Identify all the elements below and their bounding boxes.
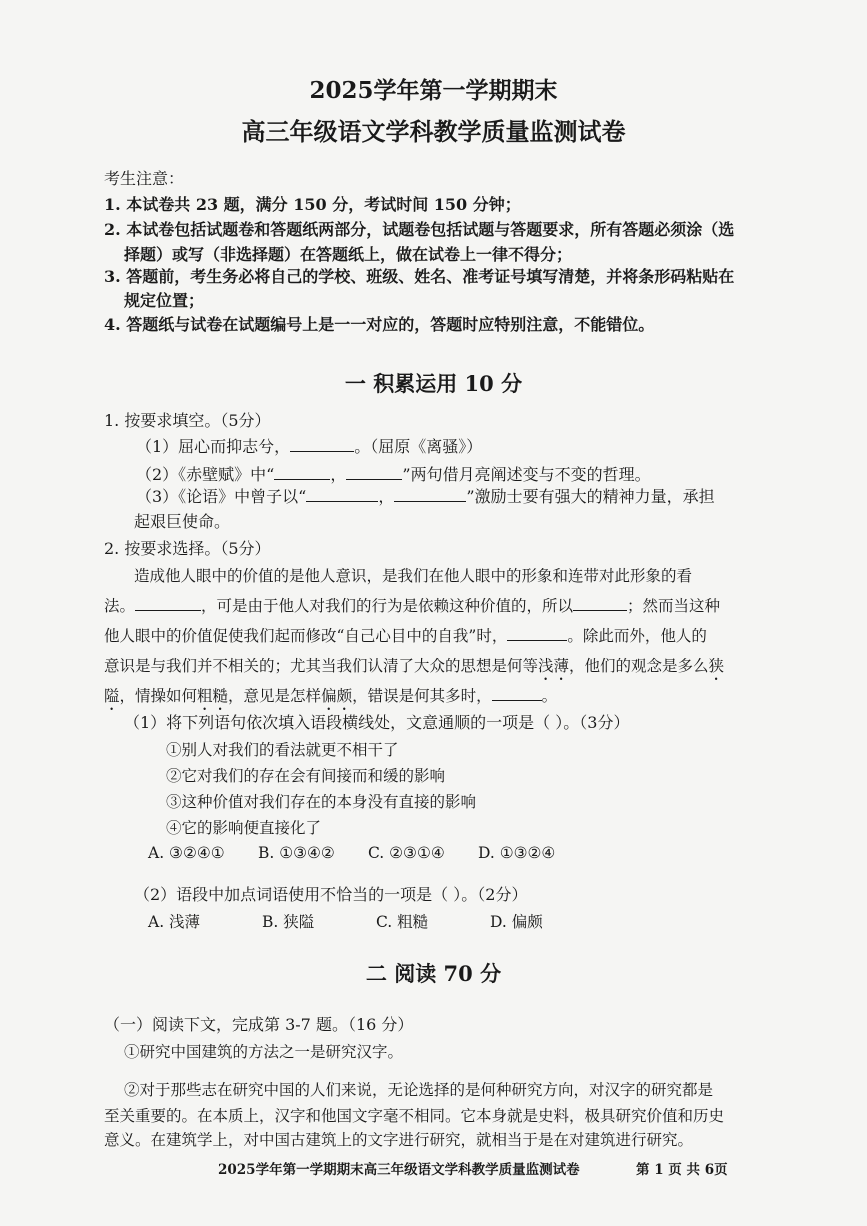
q2-sentence-4: ④它的影响便直接化了 (166, 819, 322, 837)
q2-sub2-option-a[interactable]: A. 浅薄 (148, 913, 201, 931)
q1-sub3-comma: ， (378, 487, 395, 506)
q2-sub1-option-d[interactable]: D. ①③②④ (478, 844, 556, 862)
notice-heading: 考生注意： (104, 169, 185, 188)
q1-sub3 (136, 484, 715, 507)
reading-para1: ①研究中国建筑的方法之一是研究汉字。 (124, 1043, 404, 1061)
q1-stem: 1. 按要求填空。（5分） (104, 411, 271, 430)
answer-blank[interactable] (346, 465, 402, 480)
q1-sub1 (136, 434, 482, 457)
q1-sub2-comma: ， (330, 465, 347, 484)
q1-sub3-tail: ”激励士要有强大的精神力量，承担 (466, 487, 715, 506)
q2-sub1-option-c[interactable]: C. ②③①④ (368, 844, 445, 862)
q2-sub1-option-b[interactable]: B. ①③④② (258, 844, 335, 862)
q1-sub2-tail: ”两句借月亮阐述变与不变的哲理。 (402, 465, 651, 484)
section2-part1-heading: （一）阅读下文，完成第 3-7 题。（16 分） (104, 1015, 414, 1034)
q1-sub1-source: 。（屈原《离骚》） (354, 437, 483, 456)
dotted-word: 粗糙 (197, 687, 229, 705)
reading-para2-line2: 至关重要的。在本质上，汉字和他国文字毫不相同。它本身就是史料，极具研究价值和历史 (104, 1107, 725, 1125)
passage-text: ，意见是怎样 (228, 687, 322, 705)
q1-sub2-text: （2）《赤壁赋》中“ (136, 465, 275, 484)
passage-text: ，情操如何 (119, 687, 198, 705)
answer-blank[interactable] (135, 596, 201, 611)
q1-sub3-cont: 起艰巨使命。 (134, 512, 231, 531)
q1-sub1-text: （1）屈心而抑志兮， (136, 437, 291, 456)
notice-item-4: 4. 答题纸与试卷在试题编号上是一一对应的，答题时应特别注意，不能错位。 (104, 315, 655, 334)
notice-item-1: 1. 本试卷共 23 题，满分 150 分，考试时间 150 分钟； (104, 195, 521, 214)
dotted-word: 浅薄 (538, 657, 570, 675)
dotted-word: 偏颇 (321, 687, 353, 705)
section2-title: 二 阅读 70 分 (365, 961, 502, 986)
answer-blank[interactable] (573, 596, 627, 611)
q1-sub3-text: （3）《论语》中曾子以“ (136, 487, 307, 506)
q2-passage-line2 (104, 594, 720, 616)
notice-item-2: 2. 本试卷包括试题卷和答题纸两部分，试题卷包括试题与答题要求，所有答题必须涂（选 (104, 220, 735, 239)
q2-sub2-option-b[interactable]: B. 狭隘 (262, 913, 315, 931)
answer-blank[interactable] (274, 465, 330, 480)
q2-sentence-1: ①别人对我们的看法就更不相干了 (166, 741, 399, 759)
q2-sub1-option-a[interactable]: A. ③②④① (148, 844, 225, 862)
answer-blank[interactable] (492, 686, 542, 701)
dotted-word: 狭 (708, 657, 725, 675)
q2-passage-line4 (104, 654, 724, 684)
passage-text: ，错误是何其多时， (352, 687, 492, 705)
answer-blank[interactable] (290, 437, 354, 452)
q2-sentence-3: ③这种价值对我们存在的本身没有直接的影响 (166, 793, 477, 811)
passage-text: ，他们的观念是多么 (569, 657, 709, 675)
q2-sentence-2: ②它对我们的存在会有间接而和缓的影响 (166, 767, 446, 785)
reading-para2-line3: 意义。在建筑学上，对中国古建筑上的文字进行研究，就相当于是在对建筑进行研究。 (104, 1131, 694, 1149)
q2-passage-line1: 造成他人眼中的价值的是他人意识，是我们在他人眼中的形象和连带对此形象的看 (134, 567, 693, 585)
passage-text: ，可是由于他人对我们的行为是依赖这种价值的，所以 (201, 597, 574, 615)
passage-text: 他人眼中的价值促使我们起而修改“自己心目中的自我”时， (104, 627, 508, 645)
passage-text: ；然而当这种 (627, 597, 721, 615)
footer-page-number: 第 1 页 共 6页 (636, 1162, 728, 1178)
dotted-word: 隘 (104, 687, 120, 705)
answer-blank[interactable] (394, 487, 466, 502)
reading-para2-line1: ②对于那些志在研究中国的人们来说，无论选择的是何种研究方向，对汉字的研究都是 (124, 1081, 714, 1099)
notice-item-3-cont: 规定位置； (124, 291, 205, 310)
q2-sub2: （2）语段中加点词语使用不恰当的一项是（ ）。（2分） (134, 885, 528, 904)
q2-sub2-option-c[interactable]: C. 粗糙 (376, 913, 429, 931)
q2-sub1: （1）将下列语句依次填入语段横线处，文意通顺的一项是（ ）。（3分） (124, 713, 630, 732)
notice-item-2-cont: 择题）或写（非选择题）在答题纸上，做在试卷上一律不得分； (124, 245, 573, 264)
passage-text: 法。 (104, 597, 136, 615)
section1-title: 一 积累运用 10 分 (344, 371, 523, 396)
footer-title: 2025学年第一学期期末高三年级语文学科教学质量监测试卷 (218, 1162, 580, 1178)
answer-blank[interactable] (507, 626, 567, 641)
passage-text: 意识是与我们并不相关的；尤其当我们认清了大众的思想是何等 (104, 657, 539, 675)
passage-text: 。除此而外，他人的 (567, 627, 707, 645)
exam-title-line2: 高三年级语文学科教学质量监测试卷 (241, 117, 626, 146)
q1-sub2 (136, 462, 651, 485)
exam-title-line1: 2025学年第一学期期末 (309, 77, 558, 104)
passage-text: 。 (541, 687, 558, 705)
q2-sub2-option-d[interactable]: D. 偏颇 (490, 913, 543, 931)
answer-blank[interactable] (306, 487, 378, 502)
q2-passage-line3 (104, 624, 707, 646)
notice-item-3: 3. 答题前，考生务必将自己的学校、班级、姓名、准考证号填写清楚，并将条形码粘贴在 (104, 267, 735, 286)
q2-stem: 2. 按要求选择。（5分） (104, 539, 271, 558)
